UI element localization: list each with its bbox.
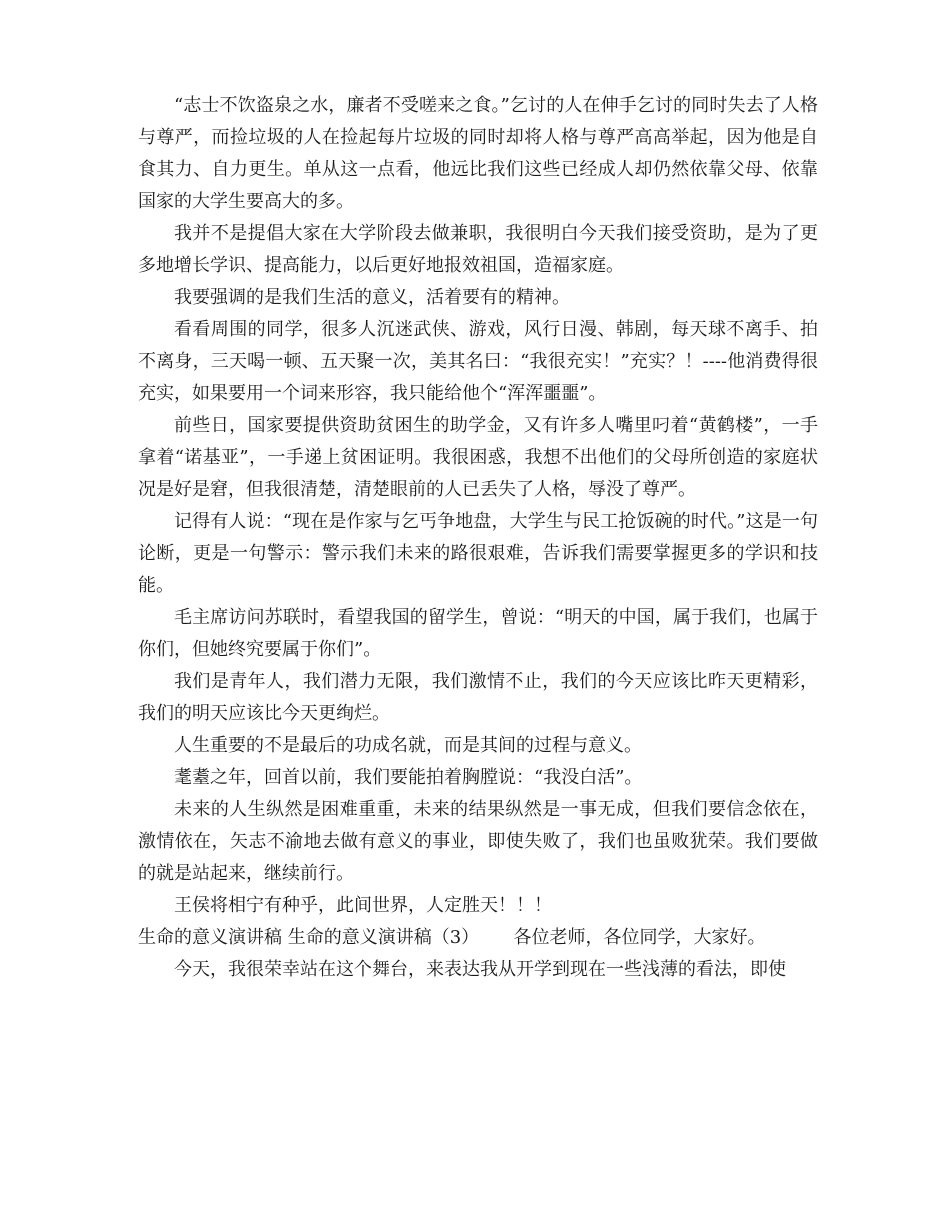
paragraph-5: 前些日，国家要提供资助贫困生的助学金，又有许多人嘴里叼着“黄鹤楼”，一手拿着“诺基亚”，一手递上贫困证明。我很困惑，我想不出他们的父母所创造的家庭状况是好是窘，但我很清楚，清楚眼前的人已丢失了人格，辱没了尊严。	[138, 415, 818, 500]
paragraph-9: 人生重要的不是最后的功成名就，而是其间的过程与意义。	[174, 735, 642, 756]
document-page	[138, 90, 818, 986]
paragraph-7: 毛主席访问苏联时，看望我国的留学生，曾说：“明天的中国，属于我们，也属于你们，但她终究要属于你们”。	[138, 607, 818, 660]
paragraph-12: 王侯将相宁有种乎，此间世界，人定胜天！！！	[174, 895, 552, 916]
paragraph-1: “志士不饮盗泉之水，廉者不受嗟来之食。”乞讨的人在伸手乞讨的同时失去了人格与尊严，而捡垃圾的人在捡起每片垃圾的同时却将人格与尊严高高举起，因为他是自食其力、自力更生。单从这一点看，他远比我们这些已经成人却仍然依靠父母、依靠国家的大学生要高大的多。	[138, 95, 818, 212]
paragraph-2: 我并不是提倡大家在大学阶段去做兼职，我很明白今天我们接受资助，是为了更多地增长学识、提高能力，以后更好地报效祖国，造福家庭。	[138, 223, 818, 276]
paragraph-3: 我要强调的是我们生活的意义，活着要有的精神。	[174, 287, 570, 308]
paragraph-8: 我们是青年人，我们潜力无限，我们激情不止，我们的今天应该比昨天更精彩，我们的明天应该比今天更绚烂。	[138, 671, 818, 724]
paragraph-10: 耄耋之年，回首以前，我们要能拍着胸膛说：“我没白活”。	[174, 767, 643, 788]
speech-title-line: 生命的意义演讲稿 生命的意义演讲稿（3） 各位老师，各位同学，大家好。	[138, 927, 766, 948]
closing-paragraph: 今天，我很荣幸站在这个舞台，来表达我从开学到现在一些浅薄的看法，即使	[174, 959, 786, 980]
paragraph-6: 记得有人说：“现在是作家与乞丐争地盘，大学生与民工抢饭碗的时代。”这是一句论断，更是一句警示：警示我们未来的路很艰难，告诉我们需要掌握更多的学识和技能。	[138, 511, 818, 596]
paragraph-11: 未来的人生纵然是困难重重，未来的结果纵然是一事无成，但我们要信念依在，激情依在，矢志不渝地去做有意义的事业，即使失败了，我们也虽败犹荣。我们要做的就是站起来，继续前行。	[138, 799, 818, 884]
paragraph-4: 看看周围的同学，很多人沉迷武侠、游戏，风行日漫、韩剧，每天球不离手、拍不离身，三天喝一顿、五天聚一次，美其名曰：“我很充实！”充实？！----他消费得很充实，如果要用一个词来形容，我只能给他个“浑浑噩噩”。	[138, 319, 818, 404]
